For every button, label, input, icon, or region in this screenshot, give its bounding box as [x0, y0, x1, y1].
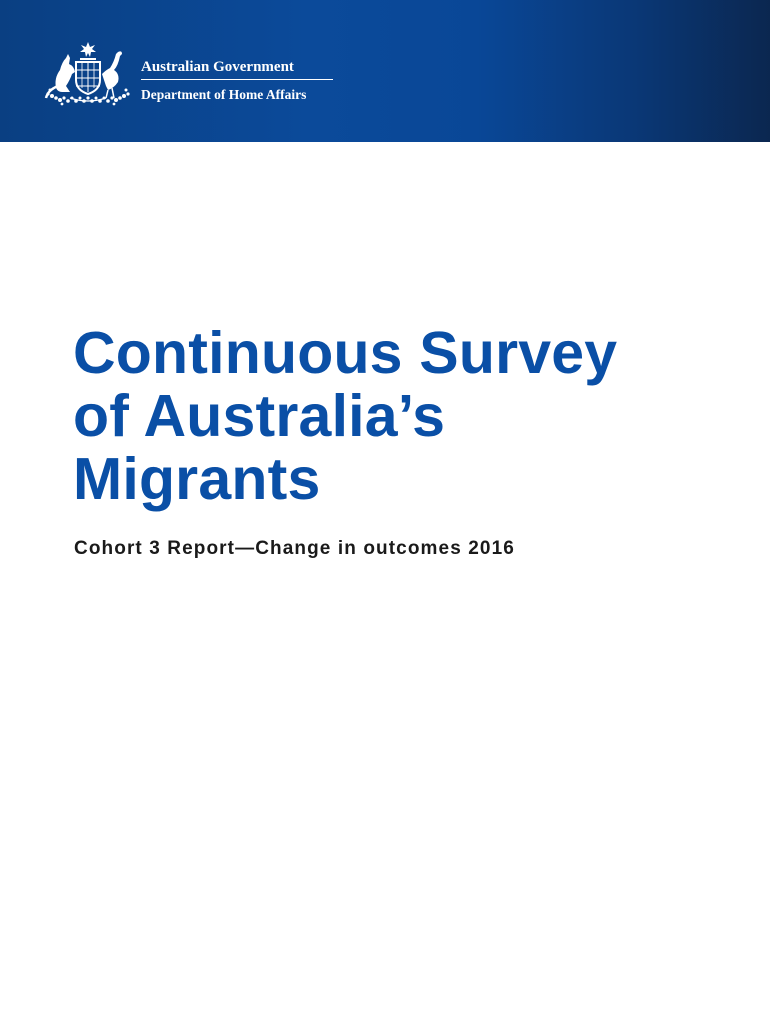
government-name: Australian Government — [141, 59, 294, 75]
report-title — [73, 322, 753, 511]
report-title-line-2: of Australia’s — [73, 383, 446, 449]
report-title-line-1: Continuous Survey — [73, 320, 618, 386]
report-title-line-3: Migrants — [73, 446, 321, 512]
government-wordmark — [141, 58, 336, 104]
department-name: Department of Home Affairs — [141, 87, 307, 102]
coat-of-arms-icon — [42, 40, 134, 106]
government-header-band — [0, 0, 770, 142]
wordmark-divider — [141, 79, 333, 80]
report-subtitle: Cohort 3 Report—Change in outcomes 2016 — [74, 538, 515, 559]
